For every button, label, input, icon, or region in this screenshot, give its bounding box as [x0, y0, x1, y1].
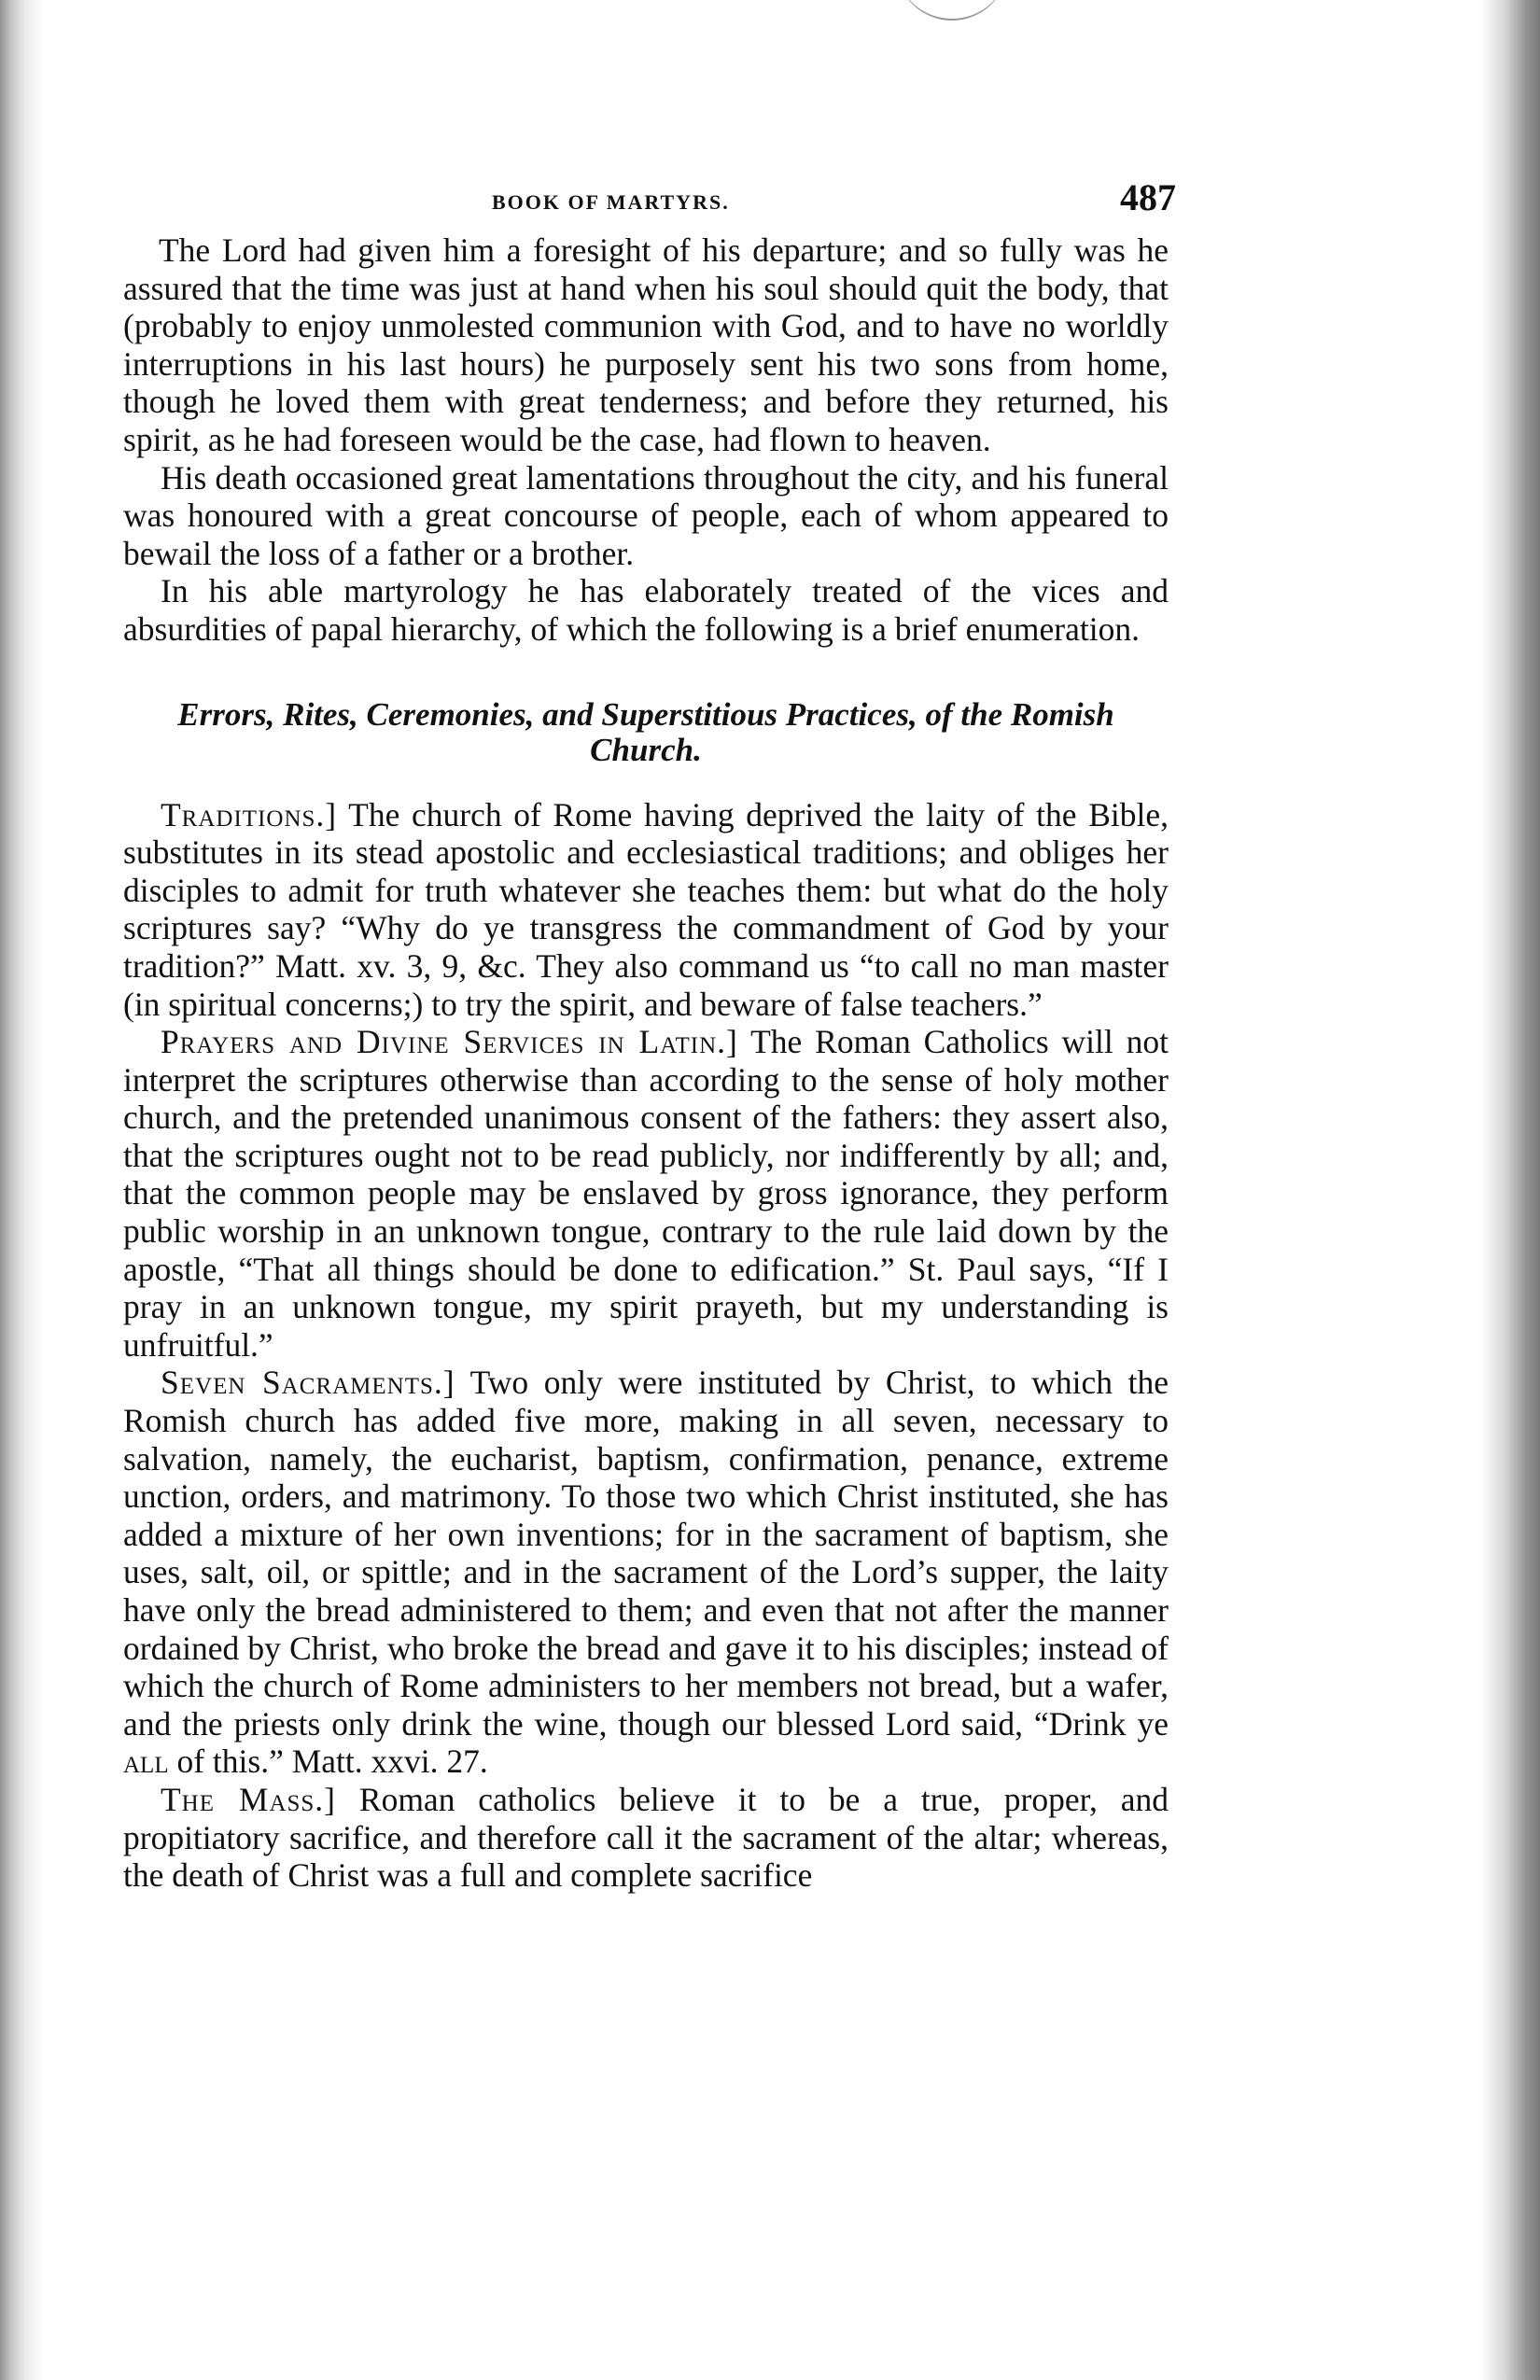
paragraph-martyrology: In his able martyrology he has elaborately treated of the vices and absurdities of papal hierarchy, of which the following is a brief enumeration.	[123, 572, 1169, 648]
scan-left-edge	[0, 0, 43, 2380]
entry-prayers	[123, 1023, 1169, 1364]
entry-sacraments	[123, 1364, 1169, 1781]
section-heading-line1: Errors, Rites, Ceremonies, and Superstitious Practices, of the Romish	[177, 695, 1114, 733]
paragraph-departure: The Lord had given him a foresight of his departure; and so fully was he assured that the time was just at hand when his soul should quit the body, that (probably to enjoy unmolested communion with God, and to have no worldly interruptions in his last hours) he purposely sent his two sons from home, though he loved them with great tenderness; and before they returned, his spirit, as he had foreseen would be the case, had flown to heaven.	[123, 231, 1169, 458]
entry-text-prayers: The Roman Catholics will not interpret the scriptures otherwise than according to the sense of holy mother church, and the pretended unanimous consent of the fathers: they assert also, that the scriptures ought not to be read publicly, nor indifferently by all; and, that the common people may be enslaved by gross ignorance, they perform public worship in an unknown tongue, contrary to the rule laid down by the apostle, “That all things should be done to edification.” St. Paul says, “If I pray in an unknown tongue, my spirit prayeth, but my understanding is unfruitful.”	[123, 1023, 1169, 1364]
book-page	[123, 175, 1176, 1895]
running-head	[123, 175, 1176, 231]
entry-lead-mass: The Mass.]	[161, 1780, 337, 1818]
scan-right-edge	[1480, 0, 1540, 2380]
entry-text-sacraments-end: of this.” Matt. xxvi. 27.	[176, 1743, 488, 1781]
paragraph-death: His death occasioned great lamentations throughout the city, and his funeral was honoured with a great concourse of people, each of whom appeared to bewail the loss of a father or a brother.	[123, 458, 1169, 572]
entry-word-all: all	[123, 1743, 169, 1781]
entry-text-traditions: The church of Rome having deprived the laity of the Bible, substitutes in its stead apostolic and ecclesiastical traditions; and obliges her disciples to admit for truth whatever she teaches them: but what do the holy scriptures say? “Why do ye transgress the commandment of God by your tradition?” Matt. xv. 3, 9, &c. They also command us “to call no man master (in spiritual concerns;) to try the spirit, and beware of false teachers.”	[123, 795, 1169, 1023]
entry-lead-traditions: Traditions.]	[161, 795, 338, 833]
section-heading-line2: Church.	[590, 731, 702, 768]
entry-lead-prayers: Prayers and Divine Services in Latin.]	[161, 1023, 738, 1061]
entry-traditions	[123, 796, 1169, 1024]
page-number: 487	[1120, 176, 1176, 218]
entry-mass	[123, 1781, 1169, 1895]
entry-lead-sacraments: Seven Sacraments.]	[161, 1364, 455, 1402]
section-heading	[123, 697, 1169, 768]
running-title: BOOK OF MARTYRS.	[492, 190, 730, 214]
entry-text-sacraments: Two only were instituted by Christ, to which the Romish church has added five more, making in all seven, necessary to salvation, namely, the eucharist, baptism, confirmation, penance, extreme unction, orders, and matrimony. To those two which Christ instituted, she has added a mixture of her own inventions; for in the sacrament of baptism, she uses, salt, oil, or spittle; and in the sacrament of the Lord’s supper, the laity have only the bread administered to them; and even that not after the manner ordained by Christ, who broke the bread and gave it to his disciples; instead of which the church of Rome administers to her members not bread, but a wafer, and the priests only drink the wine, though our blessed Lord said, “Drink ye	[123, 1364, 1169, 1743]
entry-text-mass: Roman catholics believe it to be a true, proper, and propitiatory sacrifice, and therefore call it the sacrament of the altar; whereas, the death of Christ was a full and complete sacrifice	[123, 1780, 1169, 1895]
scan-top-mark	[896, 0, 1008, 21]
